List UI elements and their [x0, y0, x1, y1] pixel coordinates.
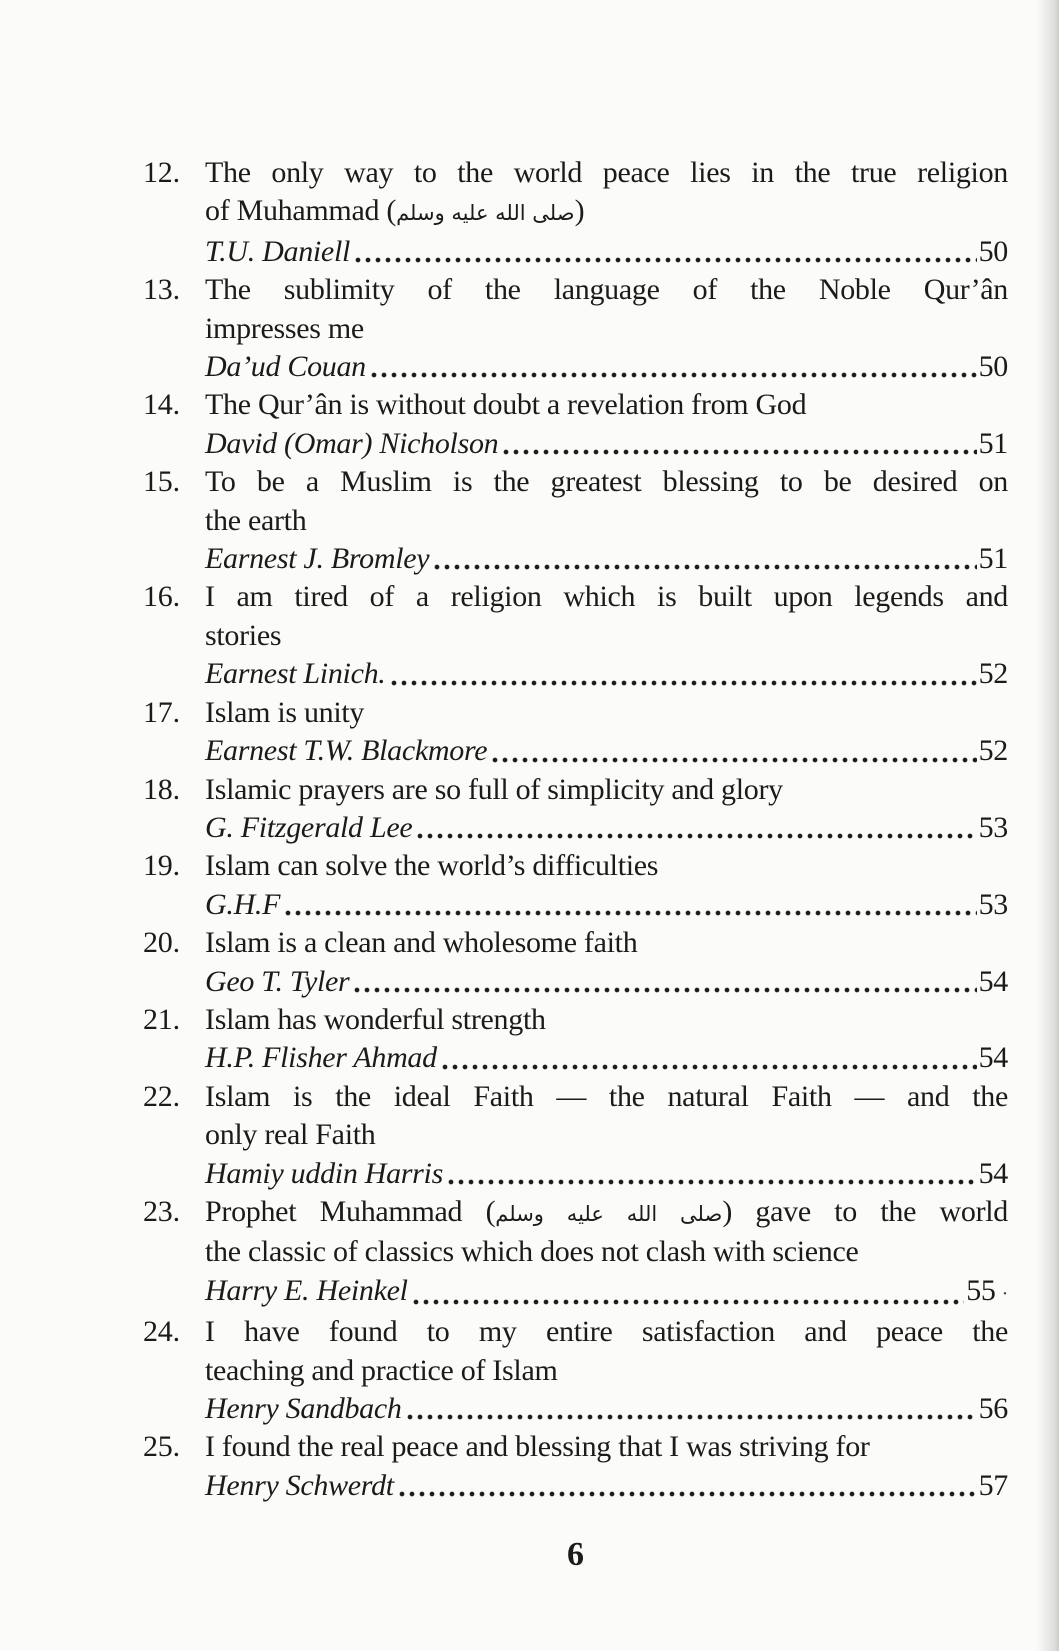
dot-leader	[417, 831, 976, 841]
entry-title-line: Islam is unity	[205, 695, 365, 729]
page-ref: 53	[978, 810, 1008, 844]
entry-body	[205, 1193, 1008, 1313]
dot-leader	[442, 1062, 977, 1072]
author-name: Hamiy uddin Harris	[205, 1156, 443, 1190]
stray-mark: ·	[1001, 1282, 1008, 1305]
entry-title-line: I have found to my entire satisfaction and peace the	[205, 1315, 1008, 1349]
entry-title-line: stories	[205, 618, 282, 652]
entry-body	[205, 1001, 1008, 1078]
entry-title-line: of Muhammad (صلى الله عليه وسلم)	[205, 194, 585, 228]
entry-title-line: I found the real peace and blessing that I was striving for	[205, 1430, 870, 1464]
entry-title-line: only real Faith	[205, 1118, 376, 1152]
dot-leader	[407, 1412, 977, 1422]
entry-number: 20.	[143, 926, 180, 960]
author-name: Harry E. Heinkel	[205, 1273, 408, 1307]
entry-author-line	[205, 1039, 1008, 1077]
entry-number: 19.	[143, 849, 180, 883]
entry-title-line: Prophet Muhammad (صلى الله عليه وسلم) gave to the world	[205, 1194, 1008, 1228]
toc-entry	[143, 924, 1008, 1001]
entry-author-line	[205, 886, 1008, 924]
author-name: T.U. Daniell	[205, 234, 351, 268]
entry-title-line: Islam is a clean and wholesome faith	[205, 926, 638, 960]
entry-body	[205, 154, 1008, 271]
dot-leader	[391, 678, 977, 688]
toc-entry	[143, 463, 1008, 578]
author-name: Earnest Linich.	[205, 657, 386, 691]
dot-leader	[434, 562, 976, 572]
author-name: G. Fitzgerald Lee	[205, 810, 413, 844]
footer-page-number: 6	[567, 1536, 584, 1574]
toc-entry	[143, 578, 1008, 693]
toc-entry	[143, 1193, 1008, 1313]
entry-author-line	[205, 233, 1008, 271]
toc-entry	[143, 1001, 1008, 1078]
entry-title-line: the earth	[205, 503, 307, 537]
page-ref: 52	[978, 734, 1008, 768]
entry-title-line: The Qur’ân is without doubt a revelation from God	[205, 388, 807, 422]
entry-author-line	[205, 1467, 1008, 1505]
page-ref: 50	[978, 350, 1008, 384]
toc-entry	[143, 154, 1008, 271]
entry-title-line: Islam has wonderful strength	[205, 1002, 546, 1036]
page-ref: 54	[978, 1041, 1008, 1075]
entry-title-line: The sublimity of the language of the Noble Qur’ân	[205, 273, 1008, 307]
entry-number: 12.	[143, 156, 180, 189]
entry-author-line	[205, 1390, 1008, 1428]
toc-entry	[143, 1313, 1008, 1428]
entry-number: 15.	[143, 465, 180, 499]
entry-body	[205, 694, 1008, 771]
arabic-honorific: صلى الله عليه وسلم	[495, 1201, 723, 1226]
dot-leader	[371, 370, 977, 380]
entry-author-line	[205, 732, 1008, 770]
entry-body	[205, 463, 1008, 578]
entry-body	[205, 1428, 1008, 1505]
entry-title-line: I am tired of a religion which is built upon legends and	[205, 580, 1008, 614]
entry-author-line	[205, 1272, 1008, 1313]
author-name: Earnest T.W. Blackmore	[205, 734, 488, 768]
entry-title-line: impresses me	[205, 311, 364, 345]
entry-title-line: teaching and practice of Islam	[205, 1353, 558, 1387]
page-ref: 52	[978, 657, 1008, 691]
toc-entry	[143, 847, 1008, 924]
entry-author-line	[205, 425, 1008, 463]
entry-author-line	[205, 348, 1008, 386]
entry-title-line: Islam is the ideal Faith — the natural Faith — and the	[205, 1079, 1008, 1113]
entry-title-line: Islam can solve the world’s difficulties	[205, 849, 659, 883]
dot-leader	[285, 908, 976, 918]
entry-author-line	[205, 963, 1008, 1001]
entry-number: 18.	[143, 772, 180, 806]
author-name: Da’ud Couan	[205, 350, 366, 384]
entry-number: 17.	[143, 695, 180, 729]
arabic-honorific: صلى الله عليه وسلم	[396, 201, 575, 226]
page-ref: 57	[978, 1468, 1008, 1502]
author-name: Henry Schwerdt	[205, 1468, 394, 1502]
dot-leader	[354, 985, 976, 995]
page-ref: 56	[978, 1392, 1008, 1425]
entry-body	[205, 924, 1008, 1001]
entry-body	[205, 386, 1008, 463]
page-ref: 54	[978, 1156, 1008, 1190]
entry-title-line: The only way to the world peace lies in the true religion	[205, 156, 1008, 189]
page-ref: 55	[966, 1273, 996, 1307]
entry-title-line: Islamic prayers are so full of simplicity and glory	[205, 772, 783, 806]
entry-number: 25.	[143, 1430, 180, 1464]
toc-entry	[143, 694, 1008, 771]
entry-author-line	[205, 809, 1008, 847]
dot-leader	[503, 447, 976, 457]
entry-number: 21.	[143, 1002, 180, 1036]
page-ref: 53	[978, 887, 1008, 921]
toc-entry	[143, 1428, 1008, 1505]
entry-body	[205, 1313, 1008, 1428]
author-name: David (Omar) Nicholson	[205, 426, 499, 460]
entry-number: 16.	[143, 580, 180, 614]
toc-entry	[143, 1078, 1008, 1193]
entry-author-line	[205, 1155, 1008, 1193]
author-name: Geo T. Tyler	[205, 964, 350, 998]
entry-number: 24.	[143, 1315, 180, 1349]
entry-title-line: the classic of classics which does not clash with science	[205, 1235, 859, 1269]
entry-body	[205, 1078, 1008, 1193]
page-ref: 50	[978, 234, 1008, 268]
toc-entry	[143, 271, 1008, 386]
entry-author-line	[205, 540, 1008, 578]
dot-leader	[492, 755, 976, 765]
toc-list	[143, 154, 1008, 1505]
page-ref: 51	[978, 426, 1008, 460]
author-name: G.H.F	[205, 887, 281, 921]
entry-number: 14.	[143, 388, 180, 422]
entry-body	[205, 271, 1008, 386]
entry-body	[205, 771, 1008, 848]
page-ref: 51	[978, 542, 1008, 576]
entry-number: 23.	[143, 1194, 180, 1228]
page-ref: 54	[978, 964, 1008, 998]
author-name: Henry Sandbach	[205, 1392, 402, 1425]
entry-title-line: To be a Muslim is the greatest blessing to be desired on	[205, 465, 1008, 499]
toc-entry	[143, 386, 1008, 463]
entry-body	[205, 847, 1008, 924]
toc-entry	[143, 771, 1008, 848]
entry-number: 13.	[143, 273, 180, 307]
dot-leader	[399, 1489, 977, 1499]
dot-leader	[448, 1177, 977, 1187]
dot-leader	[413, 1297, 965, 1307]
entry-number: 22.	[143, 1079, 180, 1113]
dot-leader	[355, 255, 977, 265]
author-name: H.P. Flisher Ahmad	[205, 1041, 437, 1075]
entry-author-line	[205, 655, 1008, 693]
author-name: Earnest J. Bromley	[205, 542, 430, 576]
entry-body	[205, 578, 1008, 693]
